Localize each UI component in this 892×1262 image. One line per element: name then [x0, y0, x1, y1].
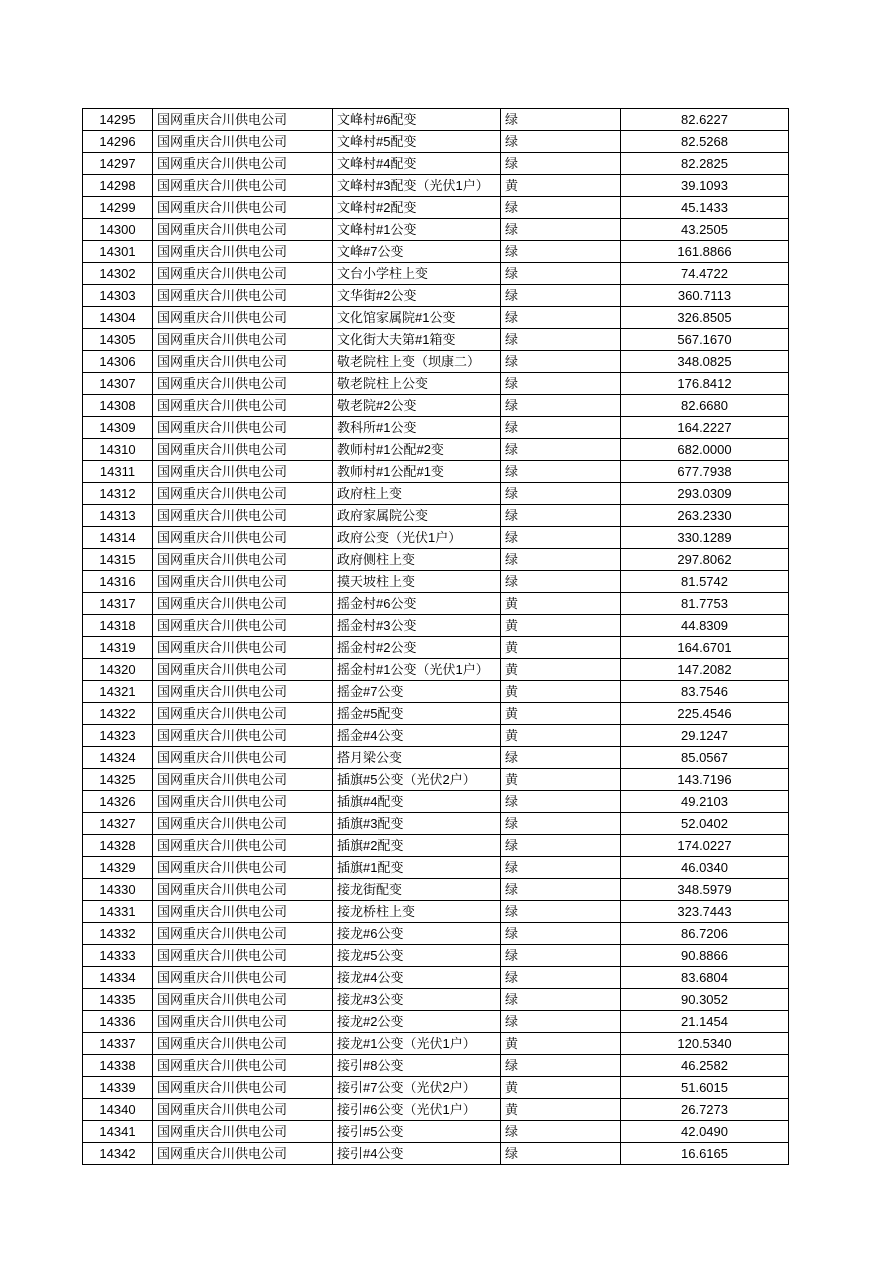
cell-id: 14296 [83, 131, 153, 153]
cell-company: 国网重庆合川供电公司 [153, 329, 333, 351]
cell-level: 黄 [501, 769, 621, 791]
cell-level: 绿 [501, 109, 621, 131]
cell-device: 文峰村#4配变 [333, 153, 501, 175]
cell-id: 14337 [83, 1033, 153, 1055]
cell-level: 黄 [501, 1077, 621, 1099]
cell-company: 国网重庆合川供电公司 [153, 1121, 333, 1143]
table-row [83, 967, 789, 989]
cell-value: 21.1454 [621, 1011, 789, 1033]
cell-level: 绿 [501, 549, 621, 571]
cell-value: 85.0567 [621, 747, 789, 769]
cell-company: 国网重庆合川供电公司 [153, 967, 333, 989]
cell-level: 绿 [501, 813, 621, 835]
cell-level: 绿 [501, 307, 621, 329]
table-row [83, 1099, 789, 1121]
cell-value: 360.7113 [621, 285, 789, 307]
cell-id: 14336 [83, 1011, 153, 1033]
cell-value: 52.0402 [621, 813, 789, 835]
cell-company: 国网重庆合川供电公司 [153, 989, 333, 1011]
cell-company: 国网重庆合川供电公司 [153, 857, 333, 879]
cell-value: 90.8866 [621, 945, 789, 967]
table-row [83, 615, 789, 637]
cell-value: 49.2103 [621, 791, 789, 813]
cell-value: 46.2582 [621, 1055, 789, 1077]
cell-level: 黄 [501, 725, 621, 747]
cell-device: 文化馆家属院#1公变 [333, 307, 501, 329]
cell-company: 国网重庆合川供电公司 [153, 769, 333, 791]
table-row [83, 681, 789, 703]
cell-device: 摸天坡柱上变 [333, 571, 501, 593]
cell-value: 82.2825 [621, 153, 789, 175]
cell-value: 74.4722 [621, 263, 789, 285]
cell-id: 14310 [83, 439, 153, 461]
table-row [83, 923, 789, 945]
cell-device: 政府柱上变 [333, 483, 501, 505]
cell-level: 绿 [501, 571, 621, 593]
cell-level: 黄 [501, 637, 621, 659]
cell-device: 教师村#1公配#1变 [333, 461, 501, 483]
cell-value: 43.2505 [621, 219, 789, 241]
cell-device: 文峰村#5配变 [333, 131, 501, 153]
cell-level: 绿 [501, 527, 621, 549]
cell-id: 14299 [83, 197, 153, 219]
cell-id: 14315 [83, 549, 153, 571]
cell-device: 摇金#7公变 [333, 681, 501, 703]
cell-value: 83.7546 [621, 681, 789, 703]
cell-level: 绿 [501, 1055, 621, 1077]
table-row [83, 857, 789, 879]
table-row [83, 637, 789, 659]
table-row [83, 813, 789, 835]
table-row [83, 373, 789, 395]
cell-id: 14298 [83, 175, 153, 197]
cell-device: 敬老院柱上变（坝康二） [333, 351, 501, 373]
cell-level: 黄 [501, 593, 621, 615]
cell-company: 国网重庆合川供电公司 [153, 615, 333, 637]
cell-company: 国网重庆合川供电公司 [153, 1055, 333, 1077]
table-row [83, 351, 789, 373]
table-row [83, 659, 789, 681]
cell-device: 政府家属院公变 [333, 505, 501, 527]
table-row [83, 791, 789, 813]
cell-device: 插旗#1配变 [333, 857, 501, 879]
cell-value: 81.7753 [621, 593, 789, 615]
cell-company: 国网重庆合川供电公司 [153, 593, 333, 615]
cell-level: 黄 [501, 1033, 621, 1055]
cell-company: 国网重庆合川供电公司 [153, 1077, 333, 1099]
cell-level: 黄 [501, 1099, 621, 1121]
cell-device: 接龙#4公变 [333, 967, 501, 989]
cell-device: 摇金村#6公变 [333, 593, 501, 615]
cell-level: 绿 [501, 219, 621, 241]
cell-value: 164.2227 [621, 417, 789, 439]
table-row [83, 593, 789, 615]
table-row [83, 747, 789, 769]
table-row [83, 725, 789, 747]
table-row [83, 901, 789, 923]
cell-value: 297.8062 [621, 549, 789, 571]
cell-id: 14300 [83, 219, 153, 241]
cell-id: 14339 [83, 1077, 153, 1099]
cell-value: 26.7273 [621, 1099, 789, 1121]
cell-id: 14308 [83, 395, 153, 417]
cell-value: 293.0309 [621, 483, 789, 505]
cell-company: 国网重庆合川供电公司 [153, 659, 333, 681]
cell-value: 46.0340 [621, 857, 789, 879]
cell-value: 174.0227 [621, 835, 789, 857]
cell-company: 国网重庆合川供电公司 [153, 879, 333, 901]
table-row [83, 131, 789, 153]
cell-id: 14326 [83, 791, 153, 813]
table-row [83, 219, 789, 241]
cell-value: 82.6227 [621, 109, 789, 131]
cell-value: 44.8309 [621, 615, 789, 637]
cell-level: 黄 [501, 659, 621, 681]
cell-id: 14335 [83, 989, 153, 1011]
cell-id: 14302 [83, 263, 153, 285]
cell-value: 348.5979 [621, 879, 789, 901]
cell-level: 绿 [501, 835, 621, 857]
cell-id: 14330 [83, 879, 153, 901]
cell-device: 敬老院柱上公变 [333, 373, 501, 395]
cell-id: 14304 [83, 307, 153, 329]
cell-level: 绿 [501, 439, 621, 461]
cell-level: 绿 [501, 395, 621, 417]
cell-value: 330.1289 [621, 527, 789, 549]
cell-level: 绿 [501, 791, 621, 813]
cell-id: 14321 [83, 681, 153, 703]
cell-company: 国网重庆合川供电公司 [153, 1143, 333, 1165]
cell-device: 教师村#1公配#2变 [333, 439, 501, 461]
table-row [83, 879, 789, 901]
cell-value: 147.2082 [621, 659, 789, 681]
cell-level: 绿 [501, 131, 621, 153]
table-row [83, 1055, 789, 1077]
table-row [83, 395, 789, 417]
cell-value: 323.7443 [621, 901, 789, 923]
cell-level: 黄 [501, 615, 621, 637]
cell-id: 14318 [83, 615, 153, 637]
cell-company: 国网重庆合川供电公司 [153, 307, 333, 329]
cell-value: 176.8412 [621, 373, 789, 395]
cell-level: 绿 [501, 329, 621, 351]
cell-device: 接龙#1公变（光伏1户） [333, 1033, 501, 1055]
cell-level: 绿 [501, 1011, 621, 1033]
cell-device: 政府公变（光伏1户） [333, 527, 501, 549]
cell-device: 接引#8公变 [333, 1055, 501, 1077]
cell-level: 绿 [501, 461, 621, 483]
data-table-container [82, 108, 788, 1165]
cell-level: 绿 [501, 483, 621, 505]
cell-id: 14329 [83, 857, 153, 879]
cell-device: 接龙桥柱上变 [333, 901, 501, 923]
cell-company: 国网重庆合川供电公司 [153, 681, 333, 703]
table-row [83, 109, 789, 131]
cell-value: 682.0000 [621, 439, 789, 461]
cell-company: 国网重庆合川供电公司 [153, 263, 333, 285]
table-row [83, 439, 789, 461]
table-row [83, 263, 789, 285]
table-row [83, 285, 789, 307]
cell-id: 14313 [83, 505, 153, 527]
cell-device: 接龙#3公变 [333, 989, 501, 1011]
table-row [83, 417, 789, 439]
cell-level: 绿 [501, 417, 621, 439]
cell-device: 搭月梁公变 [333, 747, 501, 769]
cell-value: 51.6015 [621, 1077, 789, 1099]
cell-id: 14342 [83, 1143, 153, 1165]
cell-level: 绿 [501, 747, 621, 769]
cell-level: 黄 [501, 703, 621, 725]
cell-level: 绿 [501, 857, 621, 879]
cell-company: 国网重庆合川供电公司 [153, 219, 333, 241]
cell-value: 164.6701 [621, 637, 789, 659]
table-row [83, 769, 789, 791]
cell-value: 348.0825 [621, 351, 789, 373]
table-row [83, 527, 789, 549]
cell-company: 国网重庆合川供电公司 [153, 395, 333, 417]
cell-company: 国网重庆合川供电公司 [153, 923, 333, 945]
cell-device: 摇金村#1公变（光伏1户） [333, 659, 501, 681]
cell-value: 82.6680 [621, 395, 789, 417]
cell-id: 14325 [83, 769, 153, 791]
table-body [83, 109, 789, 1165]
cell-device: 接引#5公变 [333, 1121, 501, 1143]
cell-id: 14312 [83, 483, 153, 505]
cell-id: 14319 [83, 637, 153, 659]
cell-level: 黄 [501, 175, 621, 197]
cell-id: 14320 [83, 659, 153, 681]
cell-value: 45.1433 [621, 197, 789, 219]
cell-id: 14338 [83, 1055, 153, 1077]
table-row [83, 1011, 789, 1033]
cell-id: 14341 [83, 1121, 153, 1143]
cell-level: 绿 [501, 967, 621, 989]
cell-company: 国网重庆合川供电公司 [153, 175, 333, 197]
cell-device: 政府侧柱上变 [333, 549, 501, 571]
table-row [83, 1077, 789, 1099]
cell-level: 绿 [501, 153, 621, 175]
cell-device: 文峰村#3配变（光伏1户） [333, 175, 501, 197]
cell-device: 文台小学柱上变 [333, 263, 501, 285]
cell-company: 国网重庆合川供电公司 [153, 527, 333, 549]
cell-company: 国网重庆合川供电公司 [153, 571, 333, 593]
cell-company: 国网重庆合川供电公司 [153, 813, 333, 835]
table-row [83, 945, 789, 967]
table-row [83, 329, 789, 351]
cell-id: 14340 [83, 1099, 153, 1121]
table-row [83, 1033, 789, 1055]
cell-company: 国网重庆合川供电公司 [153, 1099, 333, 1121]
cell-device: 接龙#5公变 [333, 945, 501, 967]
cell-company: 国网重庆合川供电公司 [153, 901, 333, 923]
cell-value: 42.0490 [621, 1121, 789, 1143]
cell-company: 国网重庆合川供电公司 [153, 835, 333, 857]
cell-company: 国网重庆合川供电公司 [153, 945, 333, 967]
cell-company: 国网重庆合川供电公司 [153, 637, 333, 659]
cell-company: 国网重庆合川供电公司 [153, 241, 333, 263]
cell-company: 国网重庆合川供电公司 [153, 791, 333, 813]
cell-company: 国网重庆合川供电公司 [153, 483, 333, 505]
cell-level: 绿 [501, 351, 621, 373]
cell-device: 文峰村#2配变 [333, 197, 501, 219]
cell-device: 文化街大夫第#1箱变 [333, 329, 501, 351]
cell-id: 14324 [83, 747, 153, 769]
cell-level: 绿 [501, 285, 621, 307]
cell-level: 绿 [501, 241, 621, 263]
cell-id: 14306 [83, 351, 153, 373]
table-row [83, 483, 789, 505]
table-row [83, 989, 789, 1011]
cell-company: 国网重庆合川供电公司 [153, 373, 333, 395]
table-row [83, 153, 789, 175]
cell-company: 国网重庆合川供电公司 [153, 109, 333, 131]
cell-level: 绿 [501, 879, 621, 901]
cell-level: 绿 [501, 1121, 621, 1143]
cell-device: 敬老院#2公变 [333, 395, 501, 417]
cell-device: 文峰村#6配变 [333, 109, 501, 131]
cell-company: 国网重庆合川供电公司 [153, 1033, 333, 1055]
cell-company: 国网重庆合川供电公司 [153, 505, 333, 527]
cell-device: 文华街#2公变 [333, 285, 501, 307]
cell-company: 国网重庆合川供电公司 [153, 703, 333, 725]
cell-company: 国网重庆合川供电公司 [153, 725, 333, 747]
table-row [83, 307, 789, 329]
cell-level: 绿 [501, 263, 621, 285]
cell-level: 绿 [501, 945, 621, 967]
cell-id: 14328 [83, 835, 153, 857]
cell-value: 81.5742 [621, 571, 789, 593]
cell-value: 326.8505 [621, 307, 789, 329]
cell-device: 摇金#4公变 [333, 725, 501, 747]
cell-id: 14309 [83, 417, 153, 439]
table-row [83, 1121, 789, 1143]
cell-value: 29.1247 [621, 725, 789, 747]
cell-id: 14295 [83, 109, 153, 131]
cell-device: 插旗#2配变 [333, 835, 501, 857]
cell-id: 14323 [83, 725, 153, 747]
cell-id: 14322 [83, 703, 153, 725]
cell-value: 120.5340 [621, 1033, 789, 1055]
cell-value: 263.2330 [621, 505, 789, 527]
cell-company: 国网重庆合川供电公司 [153, 285, 333, 307]
cell-company: 国网重庆合川供电公司 [153, 439, 333, 461]
cell-device: 接龙街配变 [333, 879, 501, 901]
data-table [82, 108, 789, 1165]
cell-id: 14333 [83, 945, 153, 967]
table-row [83, 197, 789, 219]
cell-value: 161.8866 [621, 241, 789, 263]
cell-value: 83.6804 [621, 967, 789, 989]
cell-value: 39.1093 [621, 175, 789, 197]
cell-device: 文峰村#1公变 [333, 219, 501, 241]
cell-value: 143.7196 [621, 769, 789, 791]
cell-company: 国网重庆合川供电公司 [153, 131, 333, 153]
cell-id: 14316 [83, 571, 153, 593]
cell-company: 国网重庆合川供电公司 [153, 549, 333, 571]
cell-device: 接引#4公变 [333, 1143, 501, 1165]
cell-id: 14314 [83, 527, 153, 549]
cell-value: 90.3052 [621, 989, 789, 1011]
cell-device: 摇金村#2公变 [333, 637, 501, 659]
cell-level: 绿 [501, 373, 621, 395]
cell-company: 国网重庆合川供电公司 [153, 197, 333, 219]
table-row [83, 549, 789, 571]
cell-device: 接引#6公变（光伏1户） [333, 1099, 501, 1121]
cell-value: 225.4546 [621, 703, 789, 725]
cell-level: 绿 [501, 197, 621, 219]
cell-id: 14332 [83, 923, 153, 945]
cell-company: 国网重庆合川供电公司 [153, 461, 333, 483]
cell-device: 插旗#5公变（光伏2户） [333, 769, 501, 791]
cell-value: 86.7206 [621, 923, 789, 945]
cell-device: 接龙#2公变 [333, 1011, 501, 1033]
table-row [83, 505, 789, 527]
cell-id: 14317 [83, 593, 153, 615]
cell-company: 国网重庆合川供电公司 [153, 153, 333, 175]
cell-level: 黄 [501, 681, 621, 703]
cell-device: 摇金#5配变 [333, 703, 501, 725]
cell-device: 摇金村#3公变 [333, 615, 501, 637]
table-row [83, 1143, 789, 1165]
cell-device: 插旗#3配变 [333, 813, 501, 835]
cell-value: 82.5268 [621, 131, 789, 153]
cell-id: 14327 [83, 813, 153, 835]
cell-id: 14301 [83, 241, 153, 263]
cell-company: 国网重庆合川供电公司 [153, 747, 333, 769]
cell-device: 接引#7公变（光伏2户） [333, 1077, 501, 1099]
cell-id: 14307 [83, 373, 153, 395]
cell-id: 14331 [83, 901, 153, 923]
cell-id: 14311 [83, 461, 153, 483]
table-row [83, 241, 789, 263]
cell-level: 绿 [501, 505, 621, 527]
cell-company: 国网重庆合川供电公司 [153, 417, 333, 439]
cell-device: 文峰#7公变 [333, 241, 501, 263]
table-row [83, 703, 789, 725]
cell-company: 国网重庆合川供电公司 [153, 1011, 333, 1033]
table-row [83, 175, 789, 197]
cell-level: 绿 [501, 901, 621, 923]
cell-level: 绿 [501, 989, 621, 1011]
cell-device: 插旗#4配变 [333, 791, 501, 813]
cell-level: 绿 [501, 1143, 621, 1165]
cell-value: 567.1670 [621, 329, 789, 351]
cell-value: 677.7938 [621, 461, 789, 483]
cell-level: 绿 [501, 923, 621, 945]
cell-company: 国网重庆合川供电公司 [153, 351, 333, 373]
table-row [83, 461, 789, 483]
cell-id: 14305 [83, 329, 153, 351]
cell-id: 14297 [83, 153, 153, 175]
cell-device: 教科所#1公变 [333, 417, 501, 439]
cell-id: 14334 [83, 967, 153, 989]
cell-id: 14303 [83, 285, 153, 307]
cell-device: 接龙#6公变 [333, 923, 501, 945]
table-row [83, 571, 789, 593]
table-row [83, 835, 789, 857]
cell-value: 16.6165 [621, 1143, 789, 1165]
